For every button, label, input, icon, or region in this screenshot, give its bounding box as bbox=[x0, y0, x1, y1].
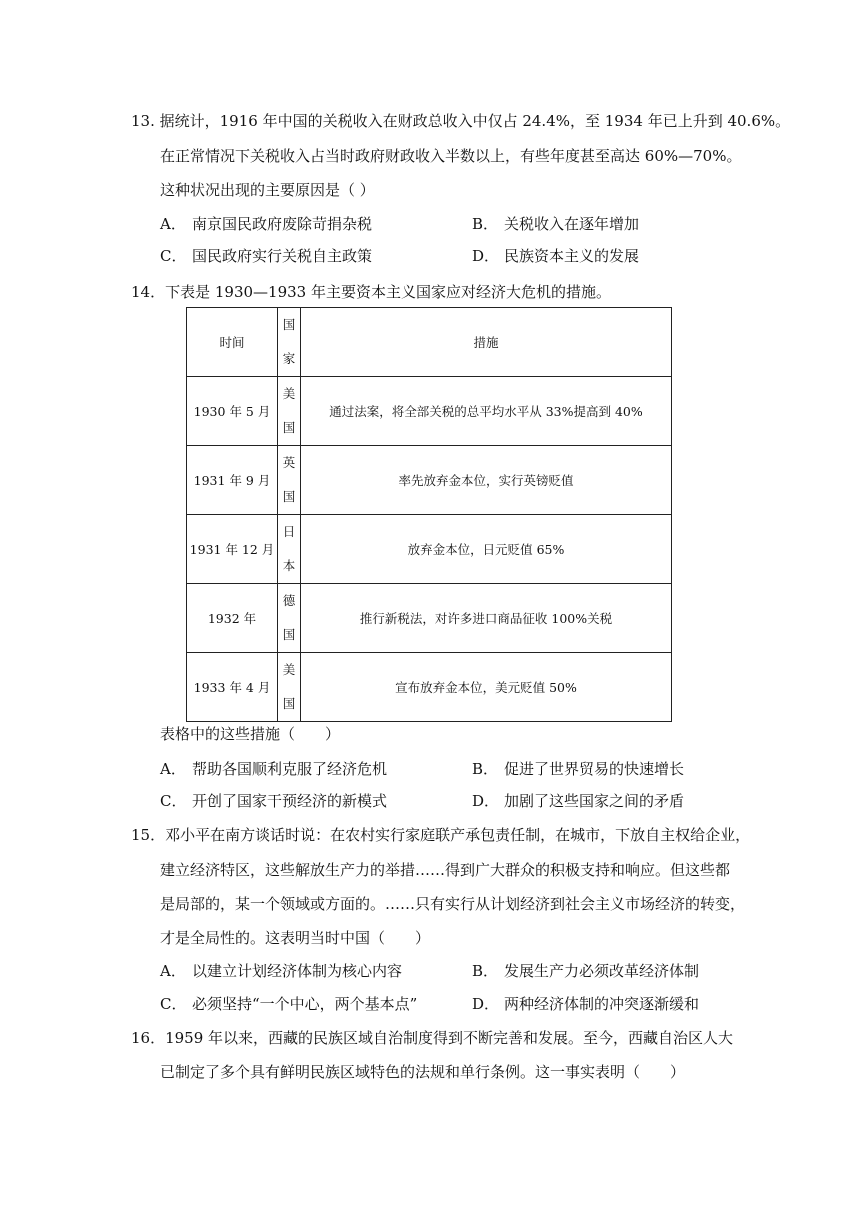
header-country-char: 家 bbox=[282, 351, 296, 366]
table-row bbox=[187, 653, 672, 722]
cell-country bbox=[278, 377, 301, 446]
question-15-line-4: 才是全局性的。这表明当时中国（ ） bbox=[160, 929, 431, 947]
cell-country bbox=[278, 584, 301, 653]
question-13-option-b bbox=[472, 214, 639, 234]
question-15-option-c bbox=[160, 994, 417, 1014]
cell-measure: 宣布放弃金本位，美元贬值 50% bbox=[301, 653, 672, 722]
question-13-line-2: 在正常情况下关税收入占当时政府财政收入半数以上，有些年度甚至高达 60%—70%。 bbox=[160, 147, 742, 165]
cell-measure: 放弃金本位，日元贬值 65% bbox=[301, 515, 672, 584]
table-row bbox=[187, 377, 672, 446]
option-text: 国民政府实行关税自主政策 bbox=[192, 247, 373, 265]
cell-country bbox=[278, 653, 301, 722]
question-15-option-d bbox=[472, 994, 699, 1014]
cell-time: 1932 年 bbox=[187, 584, 278, 653]
question-16-line-2: 已制定了多个具有鲜明民族区域特色的法规和单行条例。这一事实表明（ ） bbox=[160, 1063, 686, 1081]
question-15-line-3: 是局部的，某一个领域或方面的。……只有实行从计划经济到社会主义市场经济的转变， bbox=[160, 895, 746, 913]
option-letter: C． bbox=[160, 792, 187, 810]
question-14-line-1: 14．下表是 1930—1933 年主要资本主义国家应对经济大危机的措施。 bbox=[131, 283, 611, 301]
table-row bbox=[187, 446, 672, 515]
cell-time: 1931 年 9 月 bbox=[187, 446, 278, 515]
option-letter: C． bbox=[160, 247, 187, 265]
measures-table bbox=[186, 307, 672, 722]
option-letter: B． bbox=[472, 962, 499, 980]
option-letter: D． bbox=[472, 995, 500, 1013]
cell-measure: 通过法案，将全部关税的总平均水平从 33%提高到 40% bbox=[301, 377, 672, 446]
option-text: 以建立计划经济体制为核心内容 bbox=[192, 962, 403, 980]
question-13-option-a bbox=[160, 214, 372, 234]
cell-country-char: 美 bbox=[282, 386, 296, 401]
option-text: 促进了世界贸易的快速增长 bbox=[504, 760, 685, 778]
cell-time: 1930 年 5 月 bbox=[187, 377, 278, 446]
option-letter: C． bbox=[160, 995, 187, 1013]
question-15-line-1: 15．邓小平在南方谈话时说：在农村实行家庭联产承包责任制，在城市，下放自主权给企业， bbox=[131, 826, 751, 844]
option-letter: A． bbox=[160, 215, 186, 233]
option-text: 关税收入在逐年增加 bbox=[504, 215, 640, 233]
cell-country-char: 美 bbox=[282, 662, 296, 677]
option-text: 开创了国家干预经济的新模式 bbox=[192, 792, 388, 810]
question-13-option-c bbox=[160, 246, 372, 266]
question-13-line-3: 这种状况出现的主要原因是（ ） bbox=[160, 181, 375, 199]
question-13-line-1: 13. 据统计，1916 年中国的关税收入在财政总收入中仅占 24.4%，至 1934 年已上升到 40.6%。 bbox=[131, 112, 791, 130]
option-text: 两种经济体制的冲突逐渐缓和 bbox=[504, 995, 700, 1013]
question-14-line-2: 表格中的这些措施（ ） bbox=[160, 725, 341, 743]
option-text: 发展生产力必须改革经济体制 bbox=[504, 962, 700, 980]
option-text: 必须坚持“一个中心，两个基本点” bbox=[192, 995, 418, 1013]
cell-time: 1931 年 12 月 bbox=[187, 515, 278, 584]
cell-country-char: 英 bbox=[282, 455, 296, 470]
cell-time: 1933 年 4 月 bbox=[187, 653, 278, 722]
option-letter: B． bbox=[472, 215, 499, 233]
cell-country-char: 日 bbox=[282, 524, 296, 539]
question-15-option-b bbox=[472, 961, 699, 981]
option-letter: D． bbox=[472, 247, 500, 265]
cell-measure: 推行新税法，对许多进口商品征收 100%关税 bbox=[301, 584, 672, 653]
cell-country-char: 国 bbox=[282, 489, 296, 504]
question-15-line-2: 建立经济特区，这些解放生产力的举措……得到广大群众的积极支持和响应。但这些都 bbox=[160, 861, 731, 879]
question-15-option-a bbox=[160, 961, 402, 981]
question-13-option-d bbox=[472, 246, 639, 266]
header-measure: 措施 bbox=[301, 308, 672, 377]
cell-country bbox=[278, 446, 301, 515]
table-header-row bbox=[187, 308, 672, 377]
question-14-option-d bbox=[472, 791, 684, 811]
cell-country bbox=[278, 515, 301, 584]
option-letter: B． bbox=[472, 760, 499, 778]
table-row bbox=[187, 515, 672, 584]
cell-country-char: 本 bbox=[282, 558, 296, 573]
table-row bbox=[187, 584, 672, 653]
cell-country-char: 国 bbox=[282, 420, 296, 435]
option-text: 加剧了这些国家之间的矛盾 bbox=[504, 792, 685, 810]
option-letter: A． bbox=[160, 962, 186, 980]
option-text: 帮助各国顺利克服了经济危机 bbox=[192, 760, 388, 778]
cell-measure: 率先放弃金本位，实行英镑贬值 bbox=[301, 446, 672, 515]
cell-country-char: 国 bbox=[282, 627, 296, 642]
header-country-char: 国 bbox=[282, 317, 296, 332]
cell-country-char: 德 bbox=[282, 593, 296, 608]
cell-country-char: 国 bbox=[282, 696, 296, 711]
option-text: 南京国民政府废除苛捐杂税 bbox=[192, 215, 373, 233]
option-letter: A． bbox=[160, 760, 186, 778]
question-14-option-a bbox=[160, 759, 387, 779]
option-text: 民族资本主义的发展 bbox=[504, 247, 640, 265]
header-country bbox=[278, 308, 301, 377]
question-14-option-c bbox=[160, 791, 387, 811]
question-16-line-1: 16．1959 年以来，西藏的民族区域自治制度得到不断完善和发展。至今，西藏自治区人大 bbox=[131, 1029, 734, 1047]
question-14-option-b bbox=[472, 759, 684, 779]
header-time: 时间 bbox=[187, 308, 278, 377]
option-letter: D． bbox=[472, 792, 500, 810]
